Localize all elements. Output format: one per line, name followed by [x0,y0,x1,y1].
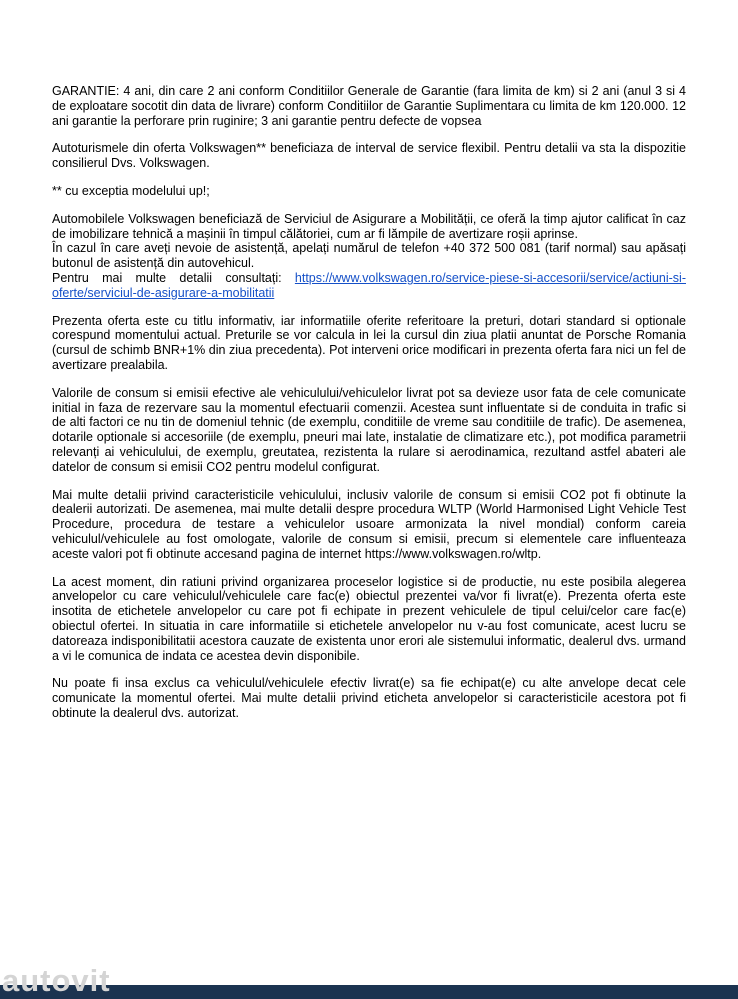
mobility-text-2: În cazul în care aveți nevoie de asistență, apelați numărul de telefon +40 372 500 081 (tarif normal) sau apăsați butonul de asistență din autovehicul. [52,241,686,271]
mobility-text-3 [52,271,686,301]
autovit-watermark: autovit [2,963,111,998]
paragraph-flexible-service: Autoturismele din oferta Volkswagen** beneficiaza de interval de service flexibil. Pentru detalii va sta la dispozitie consilierul Dvs. Volkswagen. [52,141,686,171]
paragraph-tires-availability: La acest moment, din ratiuni privind organizarea proceselor logistice si de productie, nu este posibila alegerea anvelopelor cu care vehiculul/vehiculele care fac(e) obiectul prezentei va/vor fi livrat(e). Prezenta oferta este insotita de etichetele anvelopelor cu care pot fi echipate in prezent vehiculele de tipul celui/celor care fac(e) obiectul ofertei. In situatia in care informatiile si etichetele anvelopelor nu v-au fost comunicate, acest lucru se datoreaza indisponibilitatii acestora cauzate de existenta unor erori ale sistemului informatic, dealerul dvs. urmand a vi le comunica de indata ce acestea devin disponibile. [52,574,686,663]
paragraph-offer-informative: Prezenta oferta este cu titlu informativ, iar informatiile oferite referitoare la preturi, dotari standard si optionale corespund momentului actual. Preturile se vor calcula in lei la cursul din ziua platii anuntat de Porsche Romania (cursul de schimb BNR+1% din ziua precedenta). Pot interveni orice modificari in prezenta oferta fara nici un fel de avertizare prealabila. [52,313,686,372]
mobility-text-1: Automobilele Volkswagen beneficiază de Serviciul de Asigurare a Mobilității, ce oferă la timp ajutor calificat în caz de imobilizare tehnică a mașinii în timpul călătoriei, cum ar fi lămpile de avertizare roșii aprinse. [52,211,686,241]
footer-bar [0,985,738,999]
paragraph-up-exception: ** cu exceptia modelului up!; [52,183,210,198]
paragraph-tires-disclaimer: Nu poate fi insa exclus ca vehiculul/vehiculele efectiv livrat(e) sa fie echipat(e) cu alte anvelope decat cele comunicate la momentul ofertei. Mai multe detalii privind eticheta anvelopelor si caracteristicile acestora pot fi obtinute la dealerul dvs. autorizat. [52,676,686,720]
paragraph-wltp: Mai multe detalii privind caracteristicile vehiculului, inclusiv valorile de consum si emisii CO2 pot fi obtinute la dealerii autorizati. De asemenea, mai multe detalii despre procedura WLTP (World Harmonised Light Vehicle Test Procedure, procedura de testare a vehiculelor usoare armonizata la nivel mondial) conform careia vehiculul/vehiculele au fost omologate, valorile de consum si emisii, precum si elementele care influenteaza aceste valori pot fi obtinute accesand pagina de internet https://www.volkswagen.ro/wltp. [52,487,686,561]
document-body [52,84,686,734]
mobility-link-prefix: Pentru mai multe detalii consultați: [52,270,295,285]
paragraph-mobility-assistance [52,212,686,301]
paragraph-consumption-emissions: Valorile de consum si emisii efective ale vehiculului/vehiculelor livrat pot sa devieze usor fata de cele comunicate initial in faza de rezervare sau la momentul efectuarii comenzii. Acestea sunt influentate si de conduita in trafic si de alti factori ce nu tin de domeniul tehnic (de exemplu, conditiile de vreme sau conditiile de trafic). De asemenea, dotarile optionale si accesoriile (de exemplu, pneuri mai late, instalatie de climatizare etc.), pot modifica parametrii relevanți ai vehiculului, de exemplu, greutatea, rezistenta la rulare si aerodinamica, rezultand astfel abateri ale datelor de consum si emisii CO2 pentru modelul configurat. [52,385,686,474]
paragraph-warranty: GARANTIE: 4 ani, din care 2 ani conform Conditiilor Generale de Garantie (fara limita de km) si 2 ani (anul 3 si 4 de exploatare socotit din data de livrare) conform Conditiilor de Garantie Suplimentara cu limita de km 120.000. 12 ani garantie la perforare prin ruginire; 3 ani garantie pentru defecte de vopsea [52,84,686,128]
mobility-assistance-link[interactable]: https://www.volkswagen.ro/service-piese-si-accesorii/service/actiuni-si-oferte/serviciul-de-asigurare-a-mobilitatii [52,270,686,300]
